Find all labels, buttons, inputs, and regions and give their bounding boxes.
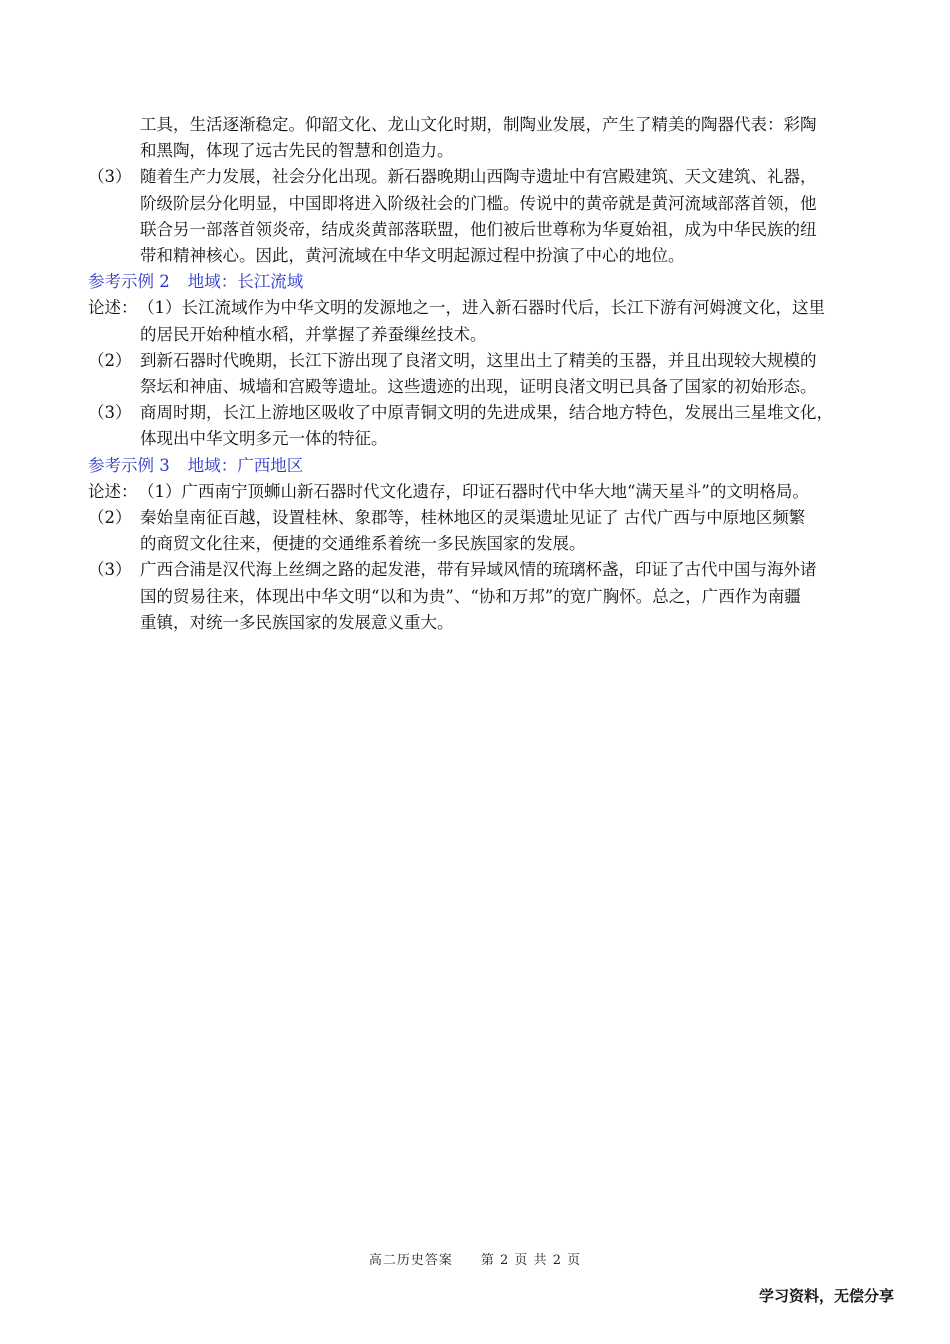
continuation-paragraph [88, 112, 864, 164]
example-region: 地域：长江流域 [187, 272, 304, 292]
item-number: （2） [88, 350, 132, 370]
answer-content [88, 112, 864, 636]
item-number: （1） [138, 481, 182, 501]
lead-paragraph [88, 295, 864, 347]
example-label: 参考示例 2 [88, 272, 170, 292]
text-line: 广西南宁顶蛳山新石器时代文化遗存，印证石器时代中华大地“满天星斗”的文明格局。 [181, 481, 809, 501]
text-line: 的居民开始种植水稻，并掌握了养蚕缫丝技术。 [140, 324, 487, 344]
text-line: 的商贸文化往来，便捷的交通维系着统一多民族国家的发展。 [140, 534, 586, 554]
text-line: 到新石器时代晚期，长江下游出现了良渚文明，这里出土了精美的玉器，并且出现较大规模的 [140, 350, 817, 370]
text-line: 祭坛和神庙、城墙和宫殿等遗址。这些遗迹的出现，证明良渚文明已具备了国家的初始形态。 [140, 377, 817, 397]
text-line: 和黑陶，体现了远古先民的智慧和创造力。 [140, 141, 454, 161]
text-line: 商周时期，长江上游地区吸收了中原青铜文明的先进成果，结合地方特色，发展出三星堆文化， [140, 403, 833, 423]
text-line: 长江流域作为中华文明的发源地之一，进入新石器时代后，长江下游有河姆渡文化，这里 [181, 298, 825, 318]
example-label: 参考示例 3 [88, 455, 170, 475]
numbered-paragraph [88, 557, 864, 636]
text-line: 体现出中华文明多元一体的特征。 [140, 429, 388, 449]
item-number: （3） [88, 403, 132, 423]
numbered-paragraph [88, 164, 864, 269]
text-line: 带和精神核心。因此，黄河流域在中华文明起源过程中扮演了中心的地位。 [140, 246, 685, 266]
item-number: （3） [88, 560, 132, 580]
text-line: 广西合浦是汉代海上丝绸之路的起发港，带有异域风情的琉璃杯盏，印证了古代中国与海外诸 [140, 560, 817, 580]
numbered-paragraph [88, 348, 864, 400]
text-line: 重镇，对统一多民族国家的发展意义重大。 [140, 612, 454, 632]
discussion-label: 论述： [88, 481, 138, 501]
item-number: （1） [138, 298, 182, 318]
example-heading [88, 453, 864, 479]
item-number: （3） [88, 167, 132, 187]
text-line: 工具，生活逐渐稳定。仰韶文化、龙山文化时期，制陶业发展，产生了精美的陶器代表：彩陶 [140, 115, 817, 134]
footer-subject: 高二历史答案 [368, 1253, 453, 1268]
text-line: 国的贸易往来，体现出中华文明“以和为贵”、“协和万邦”的宽广胸怀。总之，广西作为南疆 [140, 586, 801, 606]
lead-paragraph [88, 479, 864, 505]
page-footer [0, 1249, 950, 1268]
watermark-text: 学习资料，无偿分享 [758, 1287, 894, 1305]
text-line: 秦始皇南征百越，设置桂林、象郡等，桂林地区的灵渠遗址见证了 古代广西与中原地区频繁 [140, 508, 806, 528]
text-line: 联合另一部落首领炎帝，结成炎黄部落联盟，他们被后世尊称为华夏始祖，成为中华民族的纽 [140, 219, 817, 239]
discussion-label: 论述： [88, 298, 138, 318]
example-region: 地域：广西地区 [187, 455, 304, 475]
text-line: 随着生产力发展，社会分化出现。新石器晚期山西陶寺遗址中有宫殿建筑、天文建筑、礼器， [140, 167, 817, 187]
footer-page-number: 第 2 页 共 2 页 [480, 1253, 582, 1268]
item-number: （2） [88, 508, 132, 528]
text-line: 阶级阶层分化明显，中国即将进入阶级社会的门槛。传说中的黄帝就是黄河流域部落首领，他 [140, 193, 817, 213]
numbered-paragraph [88, 400, 864, 452]
example-heading [88, 269, 864, 295]
numbered-paragraph [88, 505, 864, 557]
